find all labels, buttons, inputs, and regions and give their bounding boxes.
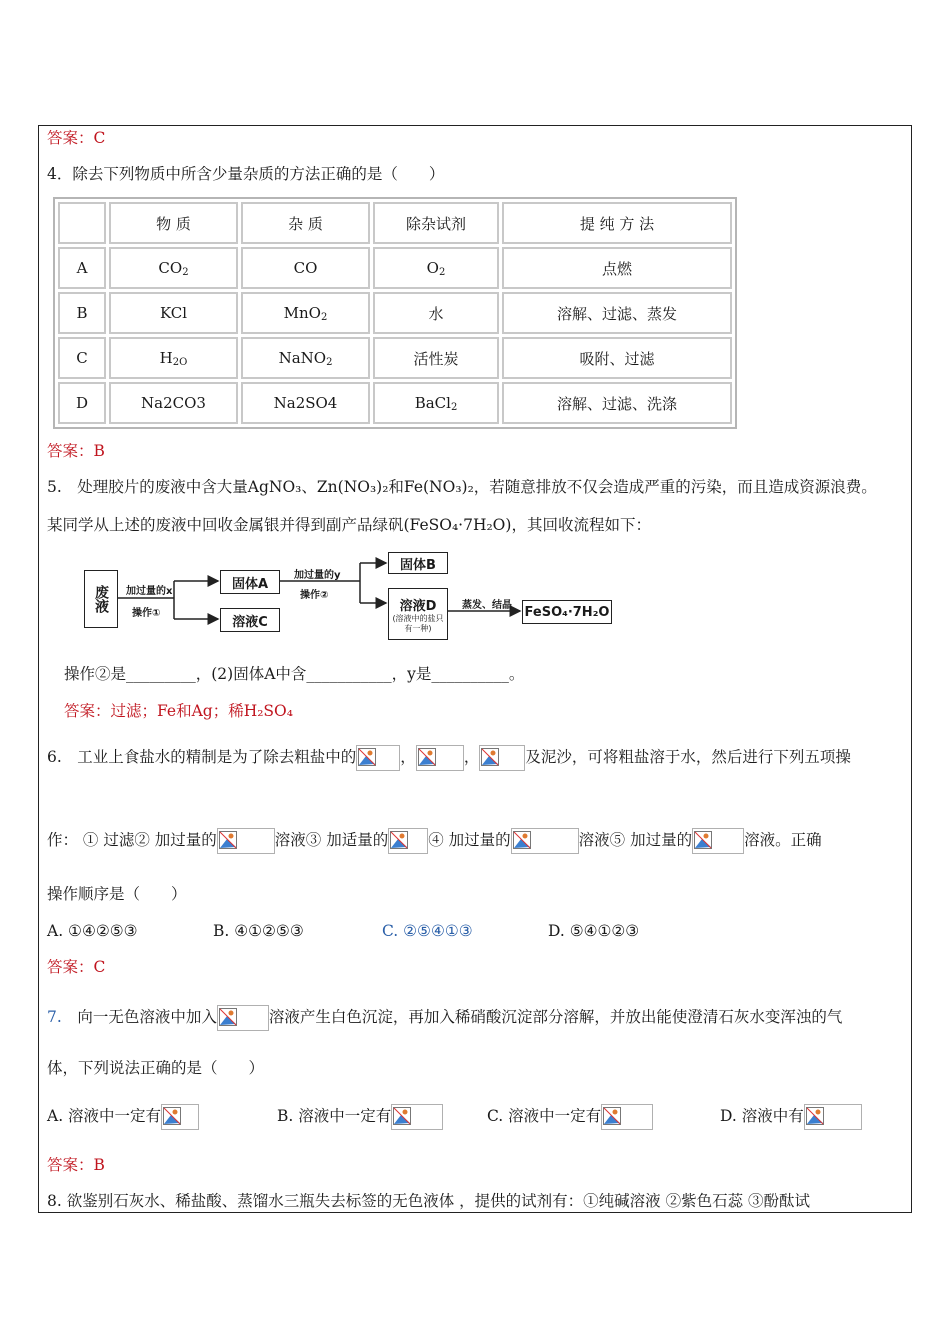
question-6-line2 (47, 828, 822, 854)
answer-3: 答案：C (47, 129, 106, 147)
add-x-label: 加过量的x (126, 586, 173, 597)
formula-image-icon (804, 1104, 862, 1130)
solid-b-box: 固体B (388, 552, 448, 574)
formula-subscript: 2 (182, 266, 189, 278)
table-cell: CO (241, 247, 370, 289)
solution-d-label: 溶液D (399, 598, 437, 614)
question-6-line3: 操作顺序是（ ） (47, 885, 187, 903)
table-cell: 溶解、过滤、蒸发 (502, 292, 732, 334)
q7-option-c (487, 1104, 653, 1130)
question-4-table (53, 197, 737, 429)
table-cell (109, 247, 238, 289)
q7-option-a (47, 1104, 199, 1130)
solution-c-box: 溶液C (220, 608, 280, 632)
formula-text: CO (158, 258, 183, 277)
table-header-cell: 杂 质 (241, 202, 370, 244)
add-y-label: 加过量的y (294, 570, 341, 581)
option-b: B. ④①②⑤③ (213, 922, 304, 940)
option-d: D. ⑤④①②③ (548, 922, 640, 940)
table-cell: 水 (373, 292, 499, 334)
flowchart-arrows (82, 548, 622, 648)
formula-image-icon (391, 1104, 443, 1130)
q6-text: 溶液。正确 (744, 831, 822, 849)
table-header-row (58, 202, 732, 244)
question-5-blanks: 操作②是_________，(2)固体A中含___________，y是__________。 (64, 665, 525, 683)
question-6-line1: 6. 工业上食盐水的精制是为了除去粗盐中的 ， ， 及泥沙，可将粗盐溶于水，然后进行下列五项操 (47, 745, 851, 771)
formula-text: MnO (283, 303, 321, 322)
table-cell: D (58, 382, 106, 424)
formula-image-icon (416, 745, 464, 771)
formula-image-icon (388, 828, 428, 854)
waste-box (84, 570, 118, 628)
formula-image-icon (161, 1104, 199, 1130)
table-cell: Na2CO3 (109, 382, 238, 424)
formula-text: O (426, 258, 439, 277)
formula-text: NaNO (278, 348, 327, 367)
question-7-line2: 体，下列说法正确的是（ ） (47, 1059, 265, 1077)
table-header-cell: 提 纯 方 法 (502, 202, 732, 244)
table-cell: 吸附、过滤 (502, 337, 732, 379)
formula-subscript: 2O (172, 356, 188, 368)
table-header-cell (58, 202, 106, 244)
waste-label: 废液 (93, 585, 109, 613)
recovery-flowchart (82, 548, 622, 648)
answer-7: 答案：B (47, 1156, 105, 1174)
answer-6: 答案：C (47, 958, 106, 976)
formula-subscript: 2 (320, 311, 328, 323)
q7-option-d (720, 1104, 862, 1130)
table-row (58, 337, 732, 379)
table-cell (109, 337, 238, 379)
question-4-stem: 4．除去下列物质中所含少量杂质的方法正确的是（ ） (47, 165, 445, 183)
formula-image-icon (601, 1104, 653, 1130)
formula-subscript: 2 (438, 266, 446, 278)
operation-2-label: 操作② (300, 590, 329, 601)
table-cell: C (58, 337, 106, 379)
q7-option-text: A. 溶液中一定有 (47, 1107, 162, 1125)
q6-text: 6. 工业上食盐水的精制是为了除去粗盐中的 (47, 748, 357, 766)
table-cell: 溶解、过滤、洗涤 (502, 382, 732, 424)
table-cell: KCl (109, 292, 238, 334)
table-cell: A (58, 247, 106, 289)
solid-a-box: 固体A (220, 570, 280, 594)
answer-5: 答案：过滤；Fe和Ag；稀H₂SO₄ (64, 702, 293, 720)
evaporate-label: 蒸发、结晶 (462, 600, 512, 611)
question-5-line1: 5. 处理胶片的废液中含大量AgNO₃、Zn(NO₃)₂和Fe(NO₃)₂，若随意排放不仅会造成严重的污染，而且造成资源浪费。 (47, 478, 877, 496)
table-cell: 点燃 (502, 247, 732, 289)
table-header-cell: 除杂试剂 (373, 202, 499, 244)
table-row (58, 382, 732, 424)
formula-image-icon (356, 745, 400, 771)
formula-subscript: 2 (450, 401, 458, 413)
q7-number: 7. (47, 1008, 62, 1026)
q6-text: 作： ① 过滤② 加过量的 (47, 831, 217, 849)
formula-image-icon (217, 828, 275, 854)
table-cell: B (58, 292, 106, 334)
question-7-line1 (47, 1005, 842, 1031)
formula-image-icon (692, 828, 744, 854)
solution-d-note: (溶液中的盐只有一种) (392, 613, 444, 633)
answer-4: 答案：B (47, 442, 105, 460)
table-cell (241, 337, 370, 379)
operation-1-label: 操作① (132, 608, 161, 619)
q7-text: 向一无色溶液中加入 (77, 1008, 217, 1026)
formula-image-icon (479, 745, 525, 771)
table-cell (241, 292, 370, 334)
q7-option-text: C. 溶液中一定有 (487, 1107, 602, 1125)
formula-subscript: 2 (326, 356, 333, 368)
q6-text: ④ 加过量的 (428, 831, 511, 849)
table-cell (373, 382, 499, 424)
table-cell (373, 247, 499, 289)
question-8-line: 8. 欲鉴别石灰水、稀盐酸、蒸馏水三瓶失去标签的无色液体 ，提供的试剂有：①纯碱溶液 ②紫色石蕊 ③酚酞试 (47, 1192, 811, 1210)
table-cell: 活性炭 (373, 337, 499, 379)
table-row (58, 292, 732, 334)
formula-image-icon (511, 828, 579, 854)
table-cell: Na2SO4 (241, 382, 370, 424)
product-box: FeSO₄·7H₂O (522, 600, 612, 624)
formula-text: BaCl (414, 393, 451, 412)
q7-text: 溶液产生白色沉淀，再加入稀硝酸沉淀部分溶解，并放出能使澄清石灰水变浑浊的气 (268, 1008, 843, 1026)
q6-text: 溶液⑤ 加过量的 (578, 831, 693, 849)
q7-option-text: B. 溶液中一定有 (277, 1107, 392, 1125)
q7-option-b (277, 1104, 443, 1130)
question-5-line2: 某同学从上述的废液中回收金属银并得到副产品绿矾(FeSO₄·7H₂O)，其回收流程如下： (47, 516, 651, 534)
q6-text: 及泥沙，可将粗盐溶于水，然后进行下列五项操 (525, 748, 851, 766)
q6-text: 溶液③ 加适量的 (274, 831, 389, 849)
formula-image-icon (217, 1005, 269, 1031)
table-row (58, 247, 732, 289)
option-c: C. ②⑤④①③ (382, 922, 473, 940)
option-a: A. ①④②⑤③ (47, 922, 138, 940)
table-header-cell: 物 质 (109, 202, 238, 244)
solution-d-box (388, 588, 448, 640)
q7-option-text: D. 溶液中有 (720, 1107, 804, 1125)
formula-text: H (159, 348, 173, 367)
